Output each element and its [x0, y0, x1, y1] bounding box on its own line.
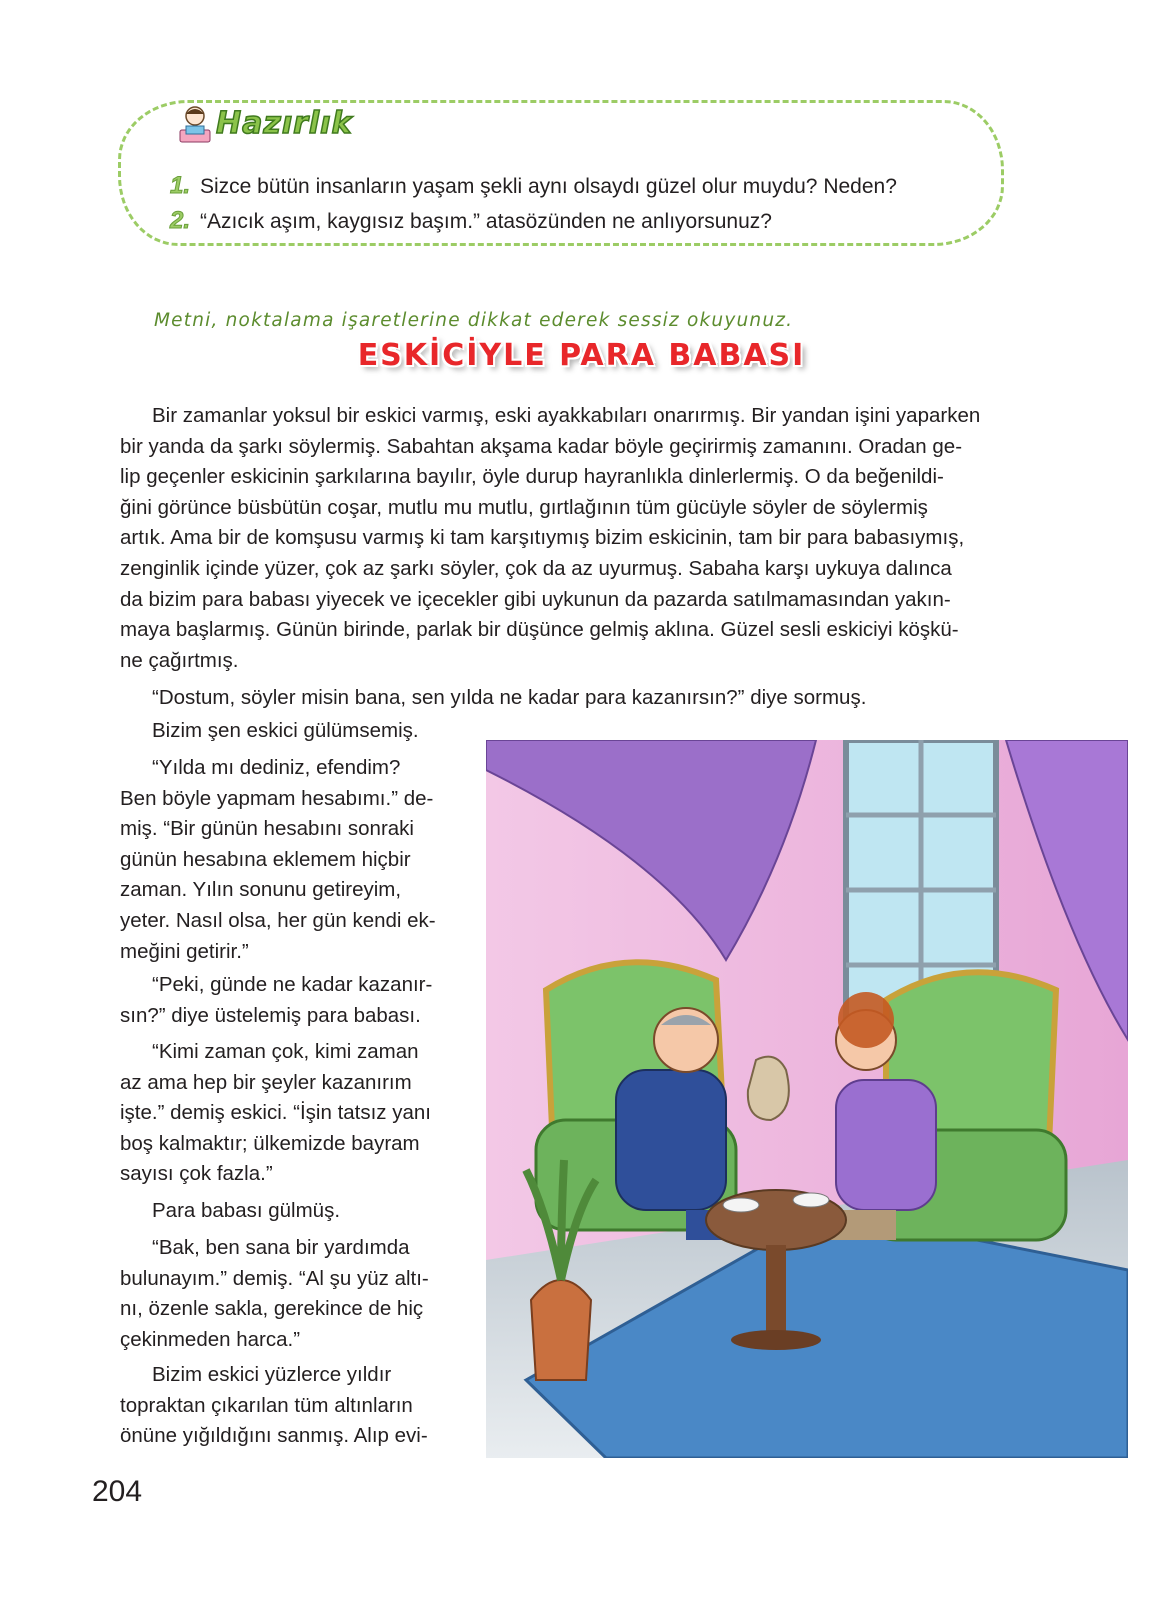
text-line: lip geçenler eskicinin şarkılarına bayılır, öyle durup hayranlıkla dinlerlermiş. O da beğenildi-: [120, 465, 944, 489]
text-line: artık. Ama bir de komşusu varmış ki tam karşıtıymış bizim eskicinin, tam bir para babasıymış,: [120, 526, 965, 550]
text-line: “Dostum, söyler misin bana, sen yılda ne kadar para kazanırsın?” diye sormuş.: [152, 686, 867, 709]
text-line: Bizim eskici yüzlerce yıldır: [152, 1363, 392, 1386]
text-line: Bizim şen eskici gülümsemiş.: [152, 719, 419, 742]
reading-instruction: Metni, noktalama işaretlerine dikkat ederek sessiz okuyunuz.: [154, 310, 794, 331]
text-line: Ben böyle yapmam hesabımı.” de-: [120, 786, 434, 810]
text-line: nı, özenle sakla, gerekince de hiç: [120, 1297, 424, 1321]
text-line: az ama hep bir şeyler kazanırım: [120, 1070, 412, 1094]
child-reading-icon: [176, 104, 214, 144]
text-line: yeter. Nasıl olsa, her gün kendi ek-: [120, 908, 436, 932]
page-number: 204: [92, 1475, 143, 1508]
paragraph-2: [120, 683, 1040, 714]
text-line: “Yılda mı dediniz, efendim?: [152, 756, 401, 779]
text-line: maya başlarmış. Günün birinde, parlak bir düşünce gelmiş aklına. Güzel sesli eskiciyi köşkü-: [120, 618, 959, 642]
text-line: işte.” demiş eskici. “İşin tatsız yanı: [120, 1101, 432, 1125]
paragraph-8: [120, 1233, 472, 1355]
text-line: boş kalmaktır; ülkemizde bayram: [120, 1131, 420, 1155]
paragraph-7: [120, 1196, 472, 1227]
question-number: 1.: [170, 172, 191, 199]
text-line: “Bak, ben sana bir yardımda: [152, 1236, 410, 1259]
story-title: ESKİCİYLE PARA BABASI: [357, 338, 806, 373]
question-text: “Azıcık aşım, kaygısız başım.” atasözünden ne anlıyorsunuz?: [200, 210, 772, 233]
paragraph-1: [120, 401, 1040, 676]
preparation-badge: [170, 100, 370, 150]
text-line: Bir zamanlar yoksul bir eskici varmış, eski ayakkabıları onarırmış. Bir yandan işini yaparken: [152, 404, 981, 427]
text-line: Para babası gülmüş.: [152, 1199, 341, 1222]
text-line: ne çağırtmış.: [120, 648, 239, 672]
story-illustration: [486, 740, 1128, 1458]
text-line: miş. “Bir günün hesabını sonraki: [120, 817, 414, 841]
text-line: bulunayım.” demiş. “Al şu yüz altı-: [120, 1266, 429, 1290]
text-line: topraktan çıkarılan tüm altınların: [120, 1393, 413, 1417]
text-line: günün hesabına eklemem hiçbir: [120, 847, 411, 871]
text-line: ğini görünce büsbütün coşar, mutlu mu mutlu, gırtlağının tüm gücüyle söyler de söylermiş: [120, 495, 928, 519]
text-line: sın?” diye üstelemiş para babası.: [120, 1003, 421, 1027]
text-line: çekinmeden harca.”: [120, 1327, 301, 1351]
text-line: sayısı çok fazla.”: [120, 1162, 273, 1186]
preparation-question-2: [170, 207, 772, 235]
text-line: bir yanda da şarkı söylermiş. Sabahtan akşama kadar böyle geçirirmiş zamanını. Oradan ge-: [120, 434, 963, 458]
text-line: “Peki, günde ne kadar kazanır-: [152, 973, 433, 996]
preparation-label: Hazırlık: [216, 106, 353, 141]
text-line: “Kimi zaman çok, kimi zaman: [152, 1040, 419, 1063]
text-line: zaman. Yılın sonunu getireyim,: [120, 878, 402, 902]
preparation-question-1: [170, 172, 897, 200]
text-line: da bizim para babası yiyecek ve içecekler gibi uykunun da pazarda satılmamasından yakın-: [120, 587, 951, 611]
paragraph-6: [120, 1037, 472, 1190]
text-line: zenginlik içinde yüzer, çok az şarkı söyler, çok da az uyurmuş. Sabaha karşı uykuya dalınca: [120, 556, 952, 580]
text-line: önüne yığıldığını sanmış. Alıp evi-: [120, 1424, 428, 1448]
paragraph-5: [120, 970, 472, 1031]
question-number: 2.: [170, 207, 191, 234]
question-text: Sizce bütün insanların yaşam şekli aynı olsaydı güzel olur muydu? Neden?: [200, 175, 897, 198]
paragraph-4: [120, 753, 472, 967]
money-bag: [748, 1057, 789, 1120]
paragraph-9: [120, 1360, 472, 1452]
text-line: meğini getirir.”: [120, 939, 249, 963]
